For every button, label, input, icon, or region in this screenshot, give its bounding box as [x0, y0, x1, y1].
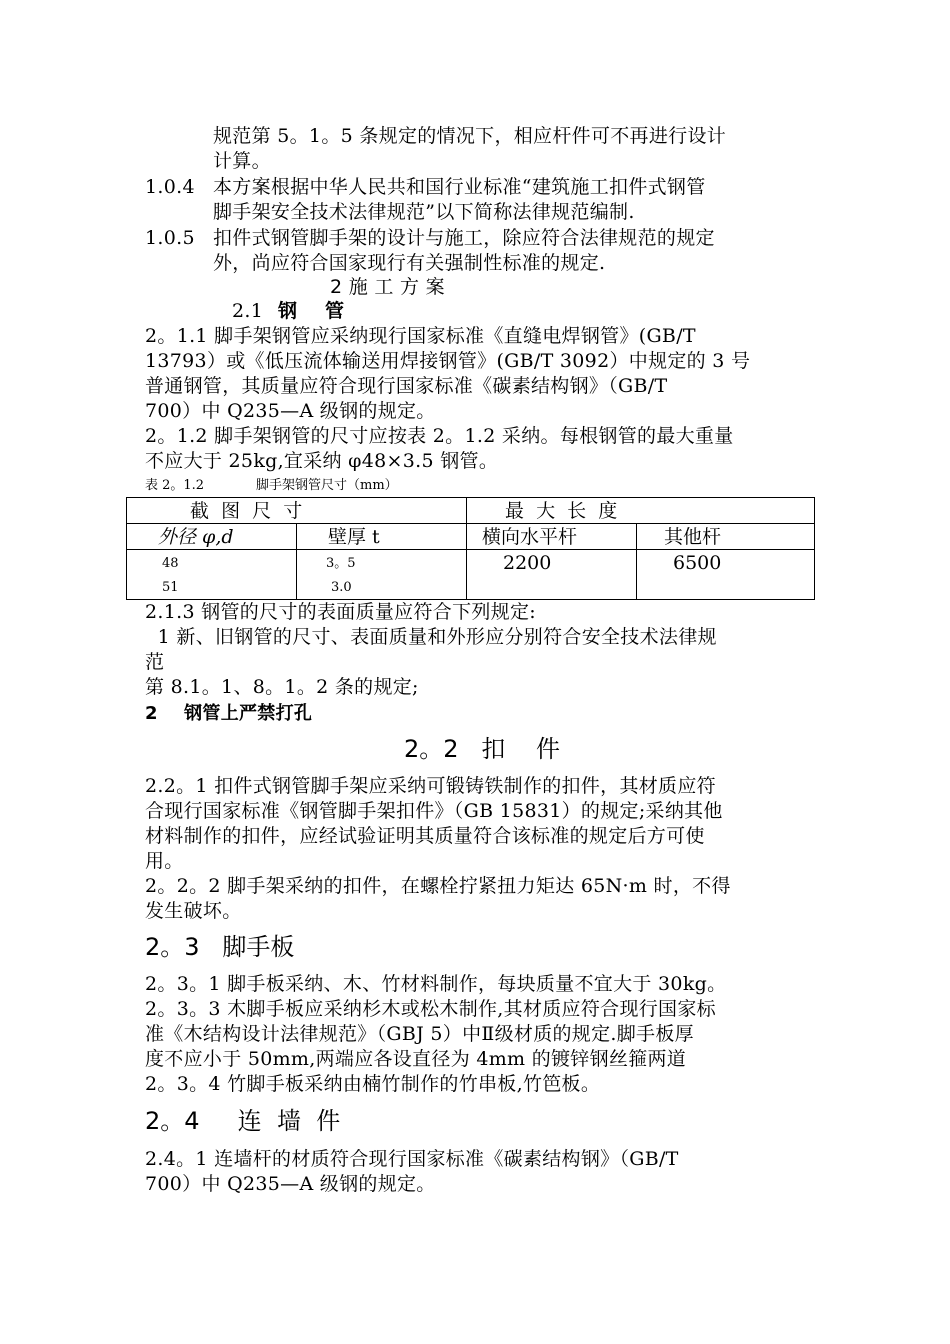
para-2-1-3-line2: 1 新、旧钢管的尺寸、表面质量和外形应分别符合安全技术法律规 — [145, 626, 717, 648]
table-border-top — [126, 497, 815, 498]
table-col-transverse-bar: 横向水平杆 — [482, 526, 578, 548]
table-rule-col3 — [636, 523, 637, 599]
table-row1-transverse-bar: 2200 — [503, 552, 552, 574]
table-col-other-bar: 其他杆 — [664, 526, 722, 548]
table-row2-outer-diameter: 51 — [162, 580, 179, 595]
table-rule-subheader — [126, 549, 815, 550]
table-border-left — [126, 497, 127, 599]
table-group-header-left: 截 图 尺 寸 — [190, 500, 303, 522]
para-2-1-1-line3: 普通钢管，其质量应符合现行国家标准《碳素结构钢》（GB/T — [145, 375, 668, 397]
clause-1-0-4-number: 1.0.4 — [145, 176, 195, 198]
para-2-1-1-line1: 2。1.1 脚手架钢管应采纳现行国家标准《直缝电焊钢管》(GB/T — [145, 325, 696, 347]
clause-1-0-3-line1: 规范第 5。1。5 条规定的情况下，相应杆件可不再进行设计 — [213, 125, 727, 147]
table-col-outer-diameter: 外径 φ,d — [158, 526, 234, 548]
section-2-4-heading: 2。4 连 墙 件 — [145, 1107, 341, 1135]
table-group-header-right: 最 大 长 度 — [505, 500, 618, 522]
section-2-2-heading: 2。2 扣 件 — [404, 735, 560, 763]
table-caption-number: 表 2。1.2 — [145, 478, 205, 493]
para-2-2-1-line4: 用。 — [145, 850, 184, 872]
para-2-4-1-line1: 2.4。1 连墙杆的材质符合现行国家标准《碳素结构钢》（GB/T — [145, 1148, 679, 1170]
para-2-1-1-line2: 13793）或《低压流体输送用焊接钢管》(GB/T 3092）中规定的 3 号 — [145, 350, 751, 372]
table-rule-col2 — [466, 497, 467, 599]
para-2-4-1-line2: 700）中 Q235—A 级钢的规定。 — [145, 1173, 436, 1195]
table-rule-col1 — [296, 523, 297, 599]
section-2-1-number: 2.1 — [232, 300, 264, 322]
para-2-3-1: 2。3。1 脚手板采纳、木、竹材料制作，每块质量不宜大于 30kg。 — [145, 973, 727, 995]
section-2-1-title: 钢 管 — [278, 300, 345, 322]
clause-1-0-4-line1: 本方案根据中华人民共和国行业标准“建筑施工扣件式钢管 — [213, 176, 706, 198]
para-2-1-2-line2: 不应大于 25kg,宜采纳 φ48×3.5 钢管。 — [145, 450, 499, 472]
para-2-1-3-line4: 第 8.1。1、8。1。2 条的规定; — [145, 676, 419, 698]
table-row1-other-bar: 6500 — [673, 552, 722, 574]
section-2-3-heading: 2。3 脚手板 — [145, 933, 295, 961]
table-row2-wall-thickness: 3.0 — [331, 580, 352, 595]
para-2-3-3-line2: 准《木结构设计法律规范》（GBJ 5）中Ⅱ级材质的规定.脚手板厚 — [145, 1023, 694, 1045]
clause-1-0-4-line2: 脚手架安全技术法律规范”以下简称法律规范编制. — [213, 201, 635, 223]
table-col-wall-thickness: 壁厚 t — [328, 526, 380, 548]
para-2-2-1-line3: 材料制作的扣件，应经试验证明其质量符合该标准的规定后方可使 — [145, 825, 705, 847]
para-2-1-1-line4: 700）中 Q235—A 级钢的规定。 — [145, 400, 436, 422]
para-2-2-2-line2: 发生破坏。 — [145, 900, 242, 922]
para-2-3-3-line3: 度不应小于 50mm,两端应各设直径为 4mm 的镀锌钢丝箍两道 — [145, 1048, 687, 1070]
table-rule-header — [126, 523, 815, 524]
item-no-drilling: 2 钢管上严禁打孔 — [145, 703, 313, 724]
clause-1-0-5-line1: 扣件式钢管脚手架的设计与施工，除应符合法律规范的规定 — [213, 227, 715, 249]
para-2-2-1-line1: 2.2。1 扣件式钢管脚手架应采纳可锻铸铁制作的扣件，其材质应符 — [145, 775, 716, 797]
para-2-3-3-line1: 2。3。3 木脚手板应采纳杉木或松木制作,其材质应符合现行国家标 — [145, 998, 716, 1020]
para-2-1-2-line1: 2。1.2 脚手架钢管的尺寸应按表 2。1.2 采纳。每根钢管的最大重量 — [145, 425, 734, 447]
para-2-3-4: 2。3。4 竹脚手板采纳由楠竹制作的竹串板,竹笆板。 — [145, 1073, 601, 1095]
para-2-1-3-line1: 2.1.3 钢管的尺寸的表面质量应符合下列规定: — [145, 601, 536, 623]
para-2-1-3-line3: 范 — [145, 651, 165, 673]
para-2-2-2-line1: 2。2。2 脚手架采纳的扣件，在螺栓拧紧扭力矩达 65N·m 时，不得 — [145, 875, 731, 897]
table-caption-title: 脚手架钢管尺寸（mm） — [256, 478, 398, 493]
chapter-title: 2 施 工 方 案 — [330, 276, 445, 298]
table-row1-wall-thickness: 3。5 — [326, 556, 356, 571]
clause-1-0-5-number: 1.0.5 — [145, 227, 195, 249]
table-border-right — [814, 497, 815, 599]
para-2-2-1-line2: 合现行国家标准《钢管脚手架扣件》（GB 15831）的规定;采纳其他 — [145, 800, 723, 822]
clause-1-0-5-line2: 外，尚应符合国家现行有关强制性标准的规定. — [213, 252, 606, 274]
table-row1-outer-diameter: 48 — [162, 556, 179, 571]
clause-1-0-3-line2: 计算。 — [213, 150, 271, 172]
